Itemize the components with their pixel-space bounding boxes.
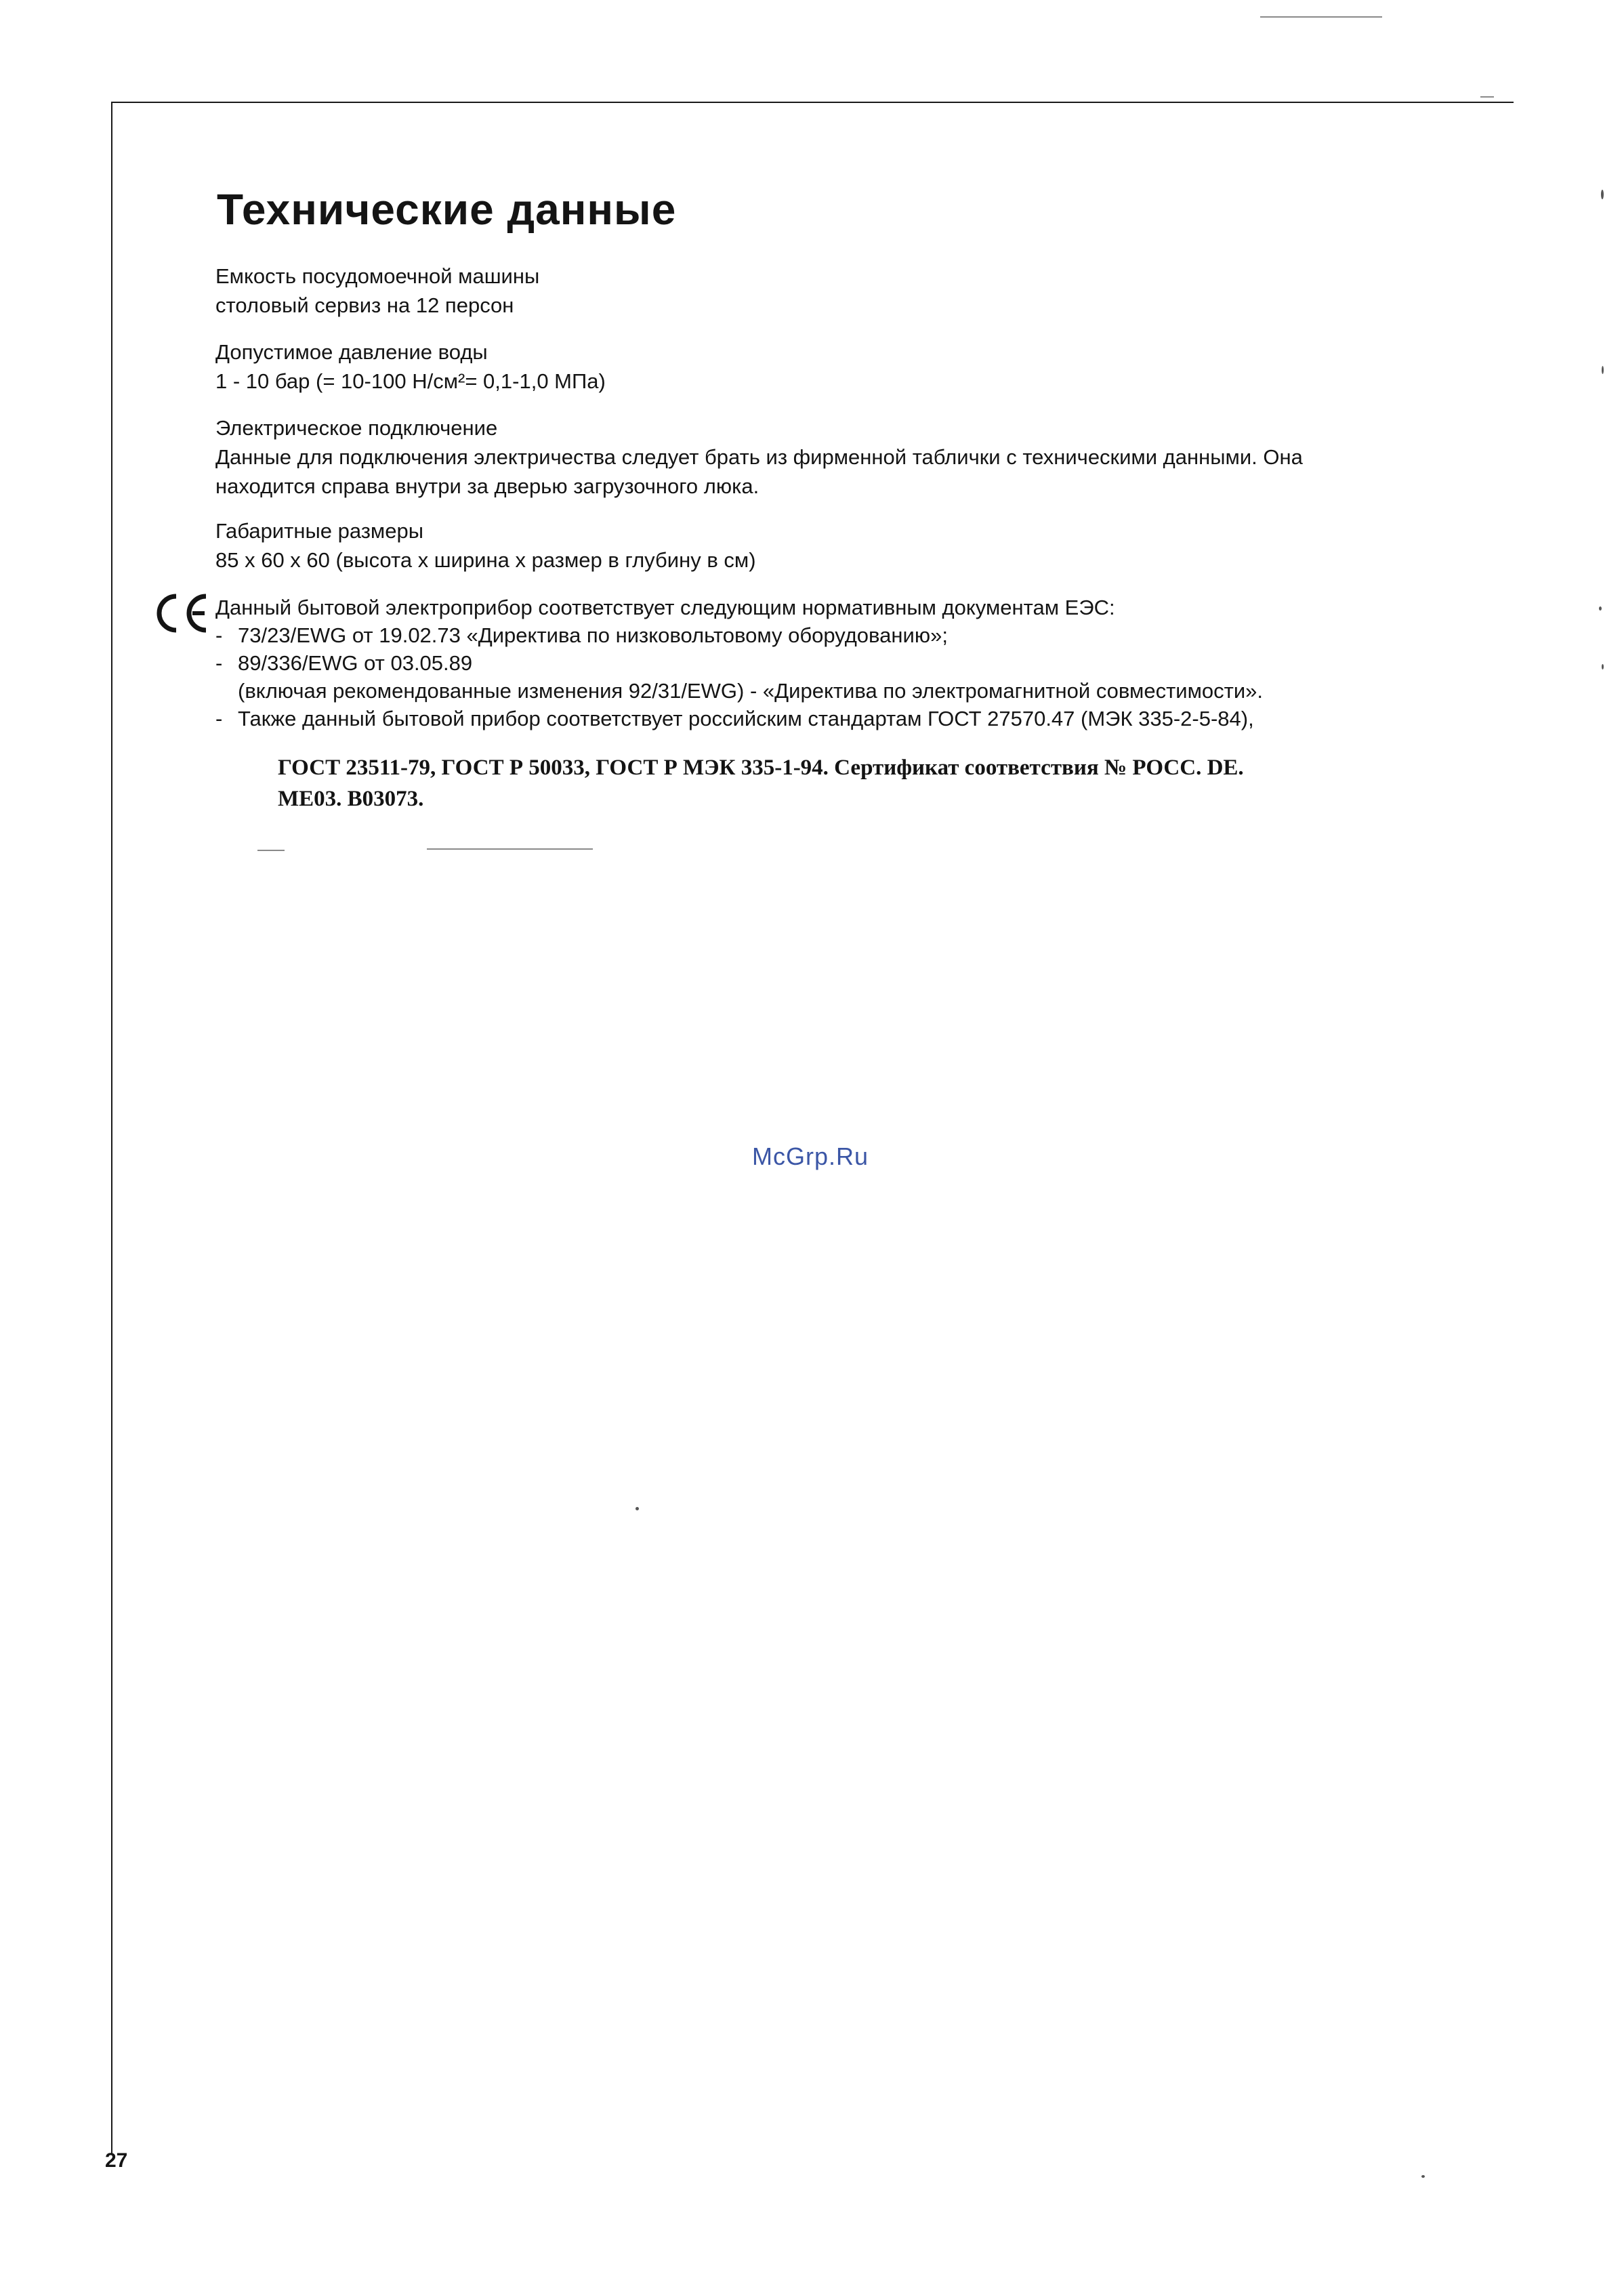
scan-speck [1599,606,1602,611]
gost-certificate-line: ГОСТ 23511-79, ГОСТ Р 50033, ГОСТ Р МЭК 335-1-94. Сертификат соответствия № РОСС. DE. [278,756,1244,780]
dimensions-value: 85 х 60 х 60 (высота х ширина х размер в глубину в см) [215,548,756,572]
electrical-connection-heading: Электрическое подключение [215,416,498,440]
scan-speck [636,1507,639,1510]
water-pressure-value: 1 - 10 бар (= 10-100 Н/см²= 0,1-1,0 МПа) [215,369,606,393]
directive-list [215,621,1263,732]
page-title: Технические данные [217,185,677,234]
scan-speck [1421,2175,1425,2178]
dimensions-section [215,516,756,575]
directive-item-emc-line: (включая рекомендованные изменения 92/31/EWG) - «Директива по электромагнитной совместимости». [238,679,1264,703]
capacity-value: столовый сервиз на 12 персон [215,293,514,317]
scan-artifact [1480,96,1494,98]
capacity-section [215,262,539,320]
scan-speck [1602,366,1604,374]
compliance-intro: Данный бытовой электроприбор соответствует следующим нормативным документам ЕЭС: [215,596,1115,619]
directive-item-emc [215,649,1263,705]
dimensions-heading: Габаритные размеры [215,519,424,543]
directive-item-emc-line: - 89/336/EWG от 03.05.89 [238,651,473,675]
scan-speck [1601,190,1604,199]
directive-item-russian-standards: - Также данный бытовой прибор соответствует российским стандартам ГОСТ 27570.47 (МЭК 335-2-5-84), [215,705,1263,732]
electrical-connection-section [215,413,1303,501]
page-frame-left-rule [111,102,112,2155]
electrical-connection-text-line: находится справа внутри за дверью загрузочного люка. [215,474,759,498]
gost-certificate-line: ME03. B03073. [278,787,424,811]
scan-artifact [257,850,285,851]
directive-item-low-voltage: - 73/23/EWG от 19.02.73 «Директива по низковольтовому оборудованию»; [215,621,1263,649]
scan-speck [1602,664,1604,669]
page-frame-top-rule [111,102,1514,103]
water-pressure-heading: Допустимое давление воды [215,340,488,364]
scan-artifact [427,848,593,850]
compliance-block [215,594,1263,732]
page-number: 27 [105,2149,128,2172]
gost-certificate-block [278,752,1244,814]
water-pressure-section [215,337,606,396]
scan-artifact [1260,16,1382,18]
electrical-connection-text-line: Данные для подключения электричества следует брать из фирменной таблички с техническими данными. Она [215,445,1303,469]
capacity-heading: Емкость посудомоечной машины [215,264,540,288]
watermark: McGrp.Ru [752,1142,869,1170]
ce-mark-icon [150,590,211,637]
